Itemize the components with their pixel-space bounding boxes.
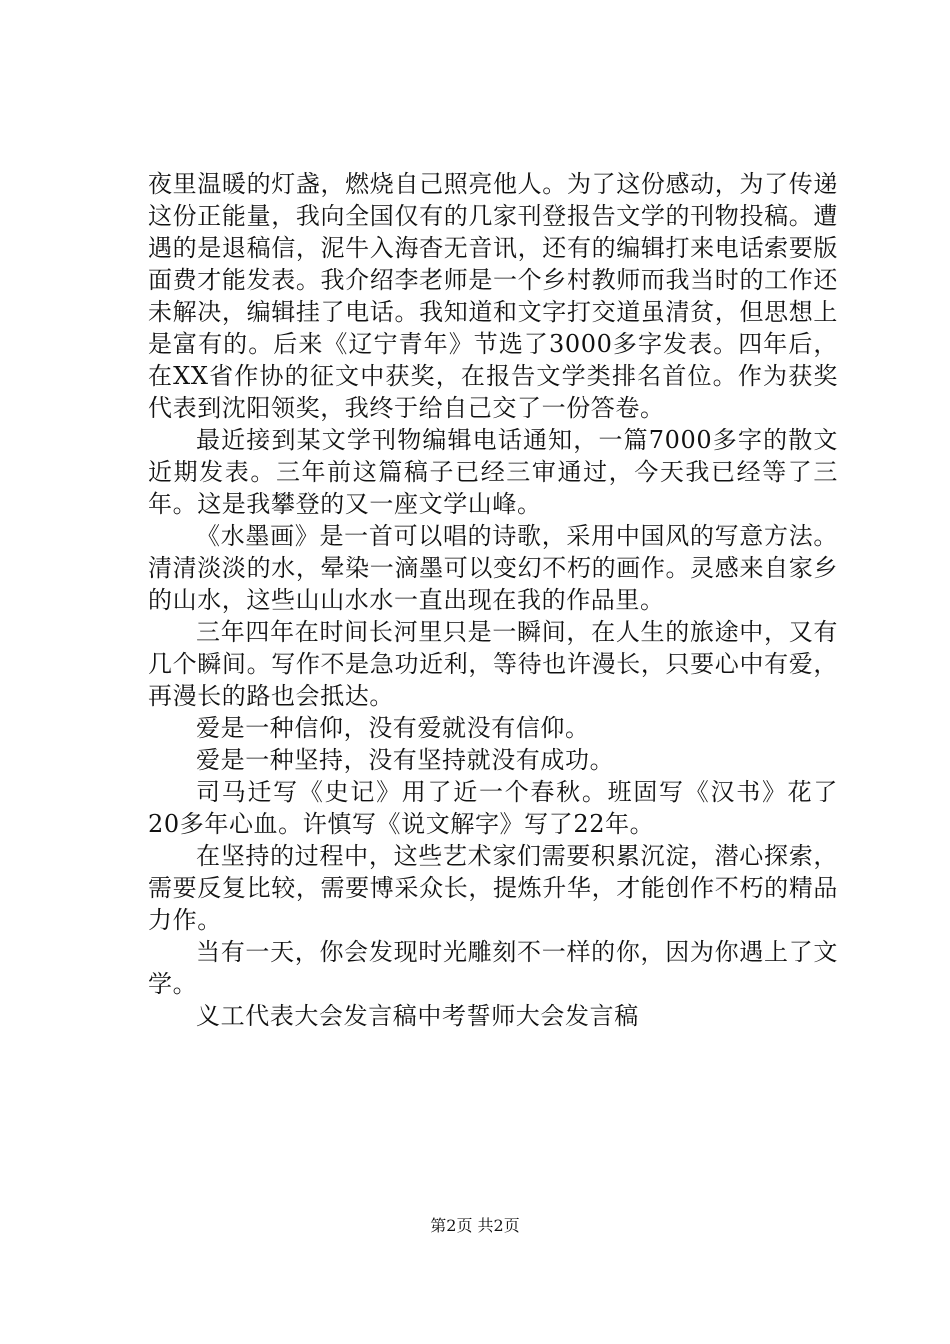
paragraph-4: 三年四年在时间长河里只是一瞬间，在人生的旅途中，又有几个瞬间。写作不是急功近利，等待也许漫长，只要心中有爱，再漫长的路也会抵达。 xyxy=(148,618,838,710)
paragraph-5: 爱是一种信仰，没有爱就没有信仰。 xyxy=(196,714,590,742)
paragraph-7: 司马迁写《史记》用了近一个春秋。班固写《汉书》花了20多年心血。许慎写《说文解字》写了22年。 xyxy=(148,778,838,838)
paragraph-2: 最近接到某文学刊物编辑电话通知，一篇7000多字的散文近期发表。三年前这篇稿子已经三审通过，今天我已经等了三年。这是我攀登的又一座文学山峰。 xyxy=(148,426,838,518)
paragraph-3: 《水墨画》是一首可以唱的诗歌，采用中国风的写意方法。清清淡淡的水，晕染一滴墨可以变幻不朽的画作。灵感来自家乡的山水，这些山山水水一直出现在我的作品里。 xyxy=(148,522,838,614)
page-number-label: 第2页 共2页 xyxy=(430,1216,520,1235)
page-footer xyxy=(0,1216,950,1236)
paragraph-6: 爱是一种坚持，没有坚持就没有成功。 xyxy=(196,746,615,774)
paragraph-10: 义工代表大会发言稿中考誓师大会发言稿 xyxy=(196,1002,639,1030)
paragraph-8: 在坚持的过程中，这些艺术家们需要积累沉淀，潜心探索，需要反复比较，需要博采众长，提炼升华，才能创作不朽的精品力作。 xyxy=(148,842,838,934)
paragraph-9: 当有一天，你会发现时光雕刻不一样的你，因为你遇上了文学。 xyxy=(148,938,838,998)
document-body xyxy=(148,168,838,1032)
paragraph-1: 夜里温暖的灯盏，燃烧自己照亮他人。为了这份感动，为了传递这份正能量，我向全国仅有的几家刊登报告文学的刊物投稿。遭遇的是退稿信，泥牛入海杳无音讯，还有的编辑打来电话索要版面费才能发表。我介绍李老师是一个乡村教师而我当时的工作还未解决，编辑挂了电话。我知道和文字打交道虽清贫，但思想上是富有的。后来《辽宁青年》节选了3000多字发表。四年后，在XX省作协的征文中获奖，在报告文学类排名首位。作为获奖代表到沈阳领奖，我终于给自己交了一份答卷。 xyxy=(148,170,838,422)
